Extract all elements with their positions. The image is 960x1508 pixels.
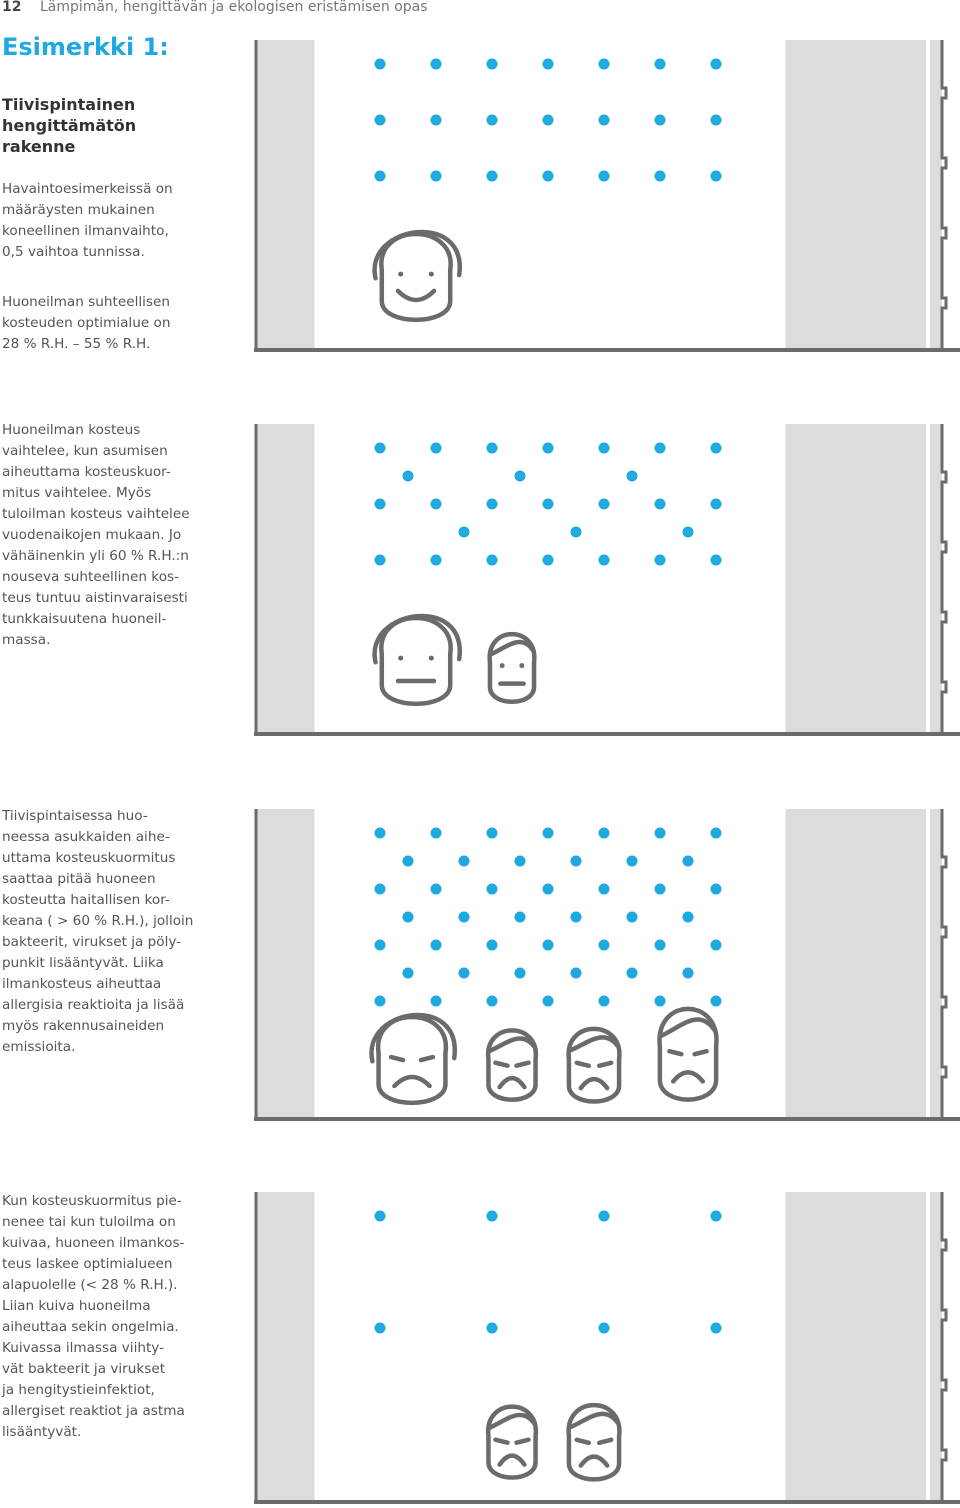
- moisture-droplet: [655, 996, 666, 1007]
- moisture-droplet: [655, 555, 666, 566]
- hair-line: [375, 232, 460, 278]
- mouth-frown: [581, 1457, 607, 1466]
- moisture-droplet: [683, 968, 694, 979]
- right-wall-profile: [942, 424, 946, 732]
- eye-left: [495, 1063, 507, 1066]
- moisture-droplet: [711, 555, 722, 566]
- room-illustration: [254, 1192, 960, 1508]
- paragraph-low-humidity: [2, 1191, 185, 1443]
- subtitle-line: hengittämätön: [2, 116, 137, 135]
- moisture-droplet: [375, 499, 386, 510]
- moisture-droplet: [431, 443, 442, 454]
- paragraph-line: vähäinenkin yli 60 % R.H.:n: [2, 548, 189, 564]
- moisture-droplet: [711, 443, 722, 454]
- moisture-droplet: [403, 968, 414, 979]
- moisture-droplet: [403, 471, 414, 482]
- paragraph-optimal-range: [2, 292, 170, 355]
- scene-low-humidity: [254, 1192, 960, 1508]
- paragraph-line: allergiset reaktiot ja astma: [2, 1403, 185, 1419]
- eye-left: [669, 1051, 681, 1054]
- paragraph-line: nouseva suhteellinen kos-: [2, 569, 179, 585]
- moisture-droplet: [655, 940, 666, 951]
- moisture-droplet: [375, 1323, 386, 1334]
- moisture-droplet: [599, 555, 610, 566]
- paragraph-humidity-variation: [2, 420, 190, 651]
- paragraph-line: bakteerit, virukset ja pöly-: [2, 934, 182, 950]
- moisture-droplet: [627, 856, 638, 867]
- eye-right: [599, 1063, 611, 1066]
- scene-optimal-humidity: [254, 40, 960, 356]
- hair-line: [661, 1019, 714, 1035]
- moisture-droplet: [711, 171, 722, 182]
- moisture-droplet: [543, 59, 554, 70]
- moisture-droplet: [487, 1211, 498, 1222]
- moisture-droplet: [599, 884, 610, 895]
- hair-line: [570, 1414, 618, 1427]
- face-outline: [378, 1017, 446, 1103]
- right-wall-profile: [942, 1192, 946, 1500]
- paragraph-line: nenee tai kun tuloilma on: [2, 1214, 176, 1230]
- paragraph-line: massa.: [2, 632, 51, 648]
- moisture-droplet: [487, 115, 498, 126]
- paragraph-line: kosteutta haitallisen kor-: [2, 892, 170, 908]
- paragraph-line: myös rakennusaineiden: [2, 1018, 165, 1034]
- paragraph-line: vaihtelee, kun asumisen: [2, 443, 168, 459]
- right-wall: [784, 1192, 942, 1500]
- moisture-droplet: [543, 555, 554, 566]
- right-wall: [784, 424, 942, 732]
- moisture-droplet: [403, 856, 414, 867]
- moisture-droplet: [375, 115, 386, 126]
- moisture-droplet: [487, 940, 498, 951]
- eye-right: [695, 1051, 707, 1054]
- eye-left: [577, 1440, 589, 1443]
- mouth-frown: [394, 1077, 429, 1086]
- paragraph-line: alapuolelle (< 28 % R.H.).: [2, 1277, 178, 1293]
- eye-right: [517, 1063, 529, 1066]
- face-sad-icon: [488, 1407, 536, 1478]
- moisture-droplet: [655, 443, 666, 454]
- moisture-droplet: [431, 940, 442, 951]
- hair-line: [570, 1037, 618, 1050]
- scene-high-humidity: [254, 809, 960, 1125]
- left-wall: [256, 424, 316, 732]
- paragraph-line: koneellinen ilmanvaihto,: [2, 223, 169, 239]
- moisture-droplet: [487, 443, 498, 454]
- moisture-droplet: [543, 828, 554, 839]
- moisture-droplet: [599, 115, 610, 126]
- paragraph-line: Kun kosteuskuormitus pie-: [2, 1193, 182, 1209]
- moisture-droplet: [403, 912, 414, 923]
- eye-left: [500, 663, 505, 668]
- moisture-droplet: [711, 1323, 722, 1334]
- moisture-droplet: [543, 443, 554, 454]
- hair-line: [375, 616, 460, 662]
- paragraph-line: neessa asukkaiden aihe-: [2, 829, 170, 845]
- paragraph-line: vuodenaikojen mukaan. Jo: [2, 527, 182, 543]
- moisture-droplet: [599, 1323, 610, 1334]
- left-wall: [256, 40, 316, 348]
- face-sad-icon: [569, 1405, 620, 1479]
- moisture-droplet: [571, 527, 582, 538]
- eye-right: [517, 1440, 529, 1443]
- room-illustration: [254, 424, 960, 740]
- paragraph-line: Huoneilman kosteus: [2, 422, 141, 438]
- face-sad-icon: [372, 1015, 455, 1103]
- moisture-droplet: [655, 59, 666, 70]
- moisture-droplet: [543, 940, 554, 951]
- eye-left: [398, 656, 403, 661]
- moisture-droplet: [655, 828, 666, 839]
- face-neutral-icon: [490, 634, 535, 702]
- paragraph-line: emissioita.: [2, 1039, 76, 1055]
- moisture-droplet: [459, 527, 470, 538]
- moisture-droplet: [683, 856, 694, 867]
- moisture-droplet: [375, 996, 386, 1007]
- paragraph-line: kuivaa, huoneen ilmankos-: [2, 1235, 185, 1251]
- hair-line: [490, 1415, 535, 1428]
- moisture-droplet: [655, 115, 666, 126]
- paragraph-line: saattaa pitää huoneen: [2, 871, 156, 887]
- moisture-droplet: [599, 1211, 610, 1222]
- mouth-frown: [581, 1079, 607, 1088]
- moisture-droplet: [459, 912, 470, 923]
- paragraph-line: vät bakteerit ja virukset: [2, 1361, 166, 1377]
- moisture-droplet: [655, 884, 666, 895]
- eye-left: [577, 1063, 589, 1066]
- moisture-droplet: [515, 471, 526, 482]
- paragraph-line: mitus vaihtelee. Myös: [2, 485, 152, 501]
- right-wall-profile: [942, 40, 946, 348]
- moisture-droplet: [711, 1211, 722, 1222]
- eye-right: [599, 1440, 611, 1443]
- paragraph-line: 0,5 vaihtoa tunnissa.: [2, 244, 145, 260]
- moisture-droplet: [683, 912, 694, 923]
- moisture-droplet: [599, 171, 610, 182]
- subtitle-line: rakenne: [2, 137, 76, 156]
- face-outline: [381, 618, 450, 704]
- paragraph-line: ja hengitystieinfektiot,: [2, 1382, 155, 1398]
- left-wall: [256, 1192, 316, 1500]
- paragraph-line: lisääntyvät.: [2, 1424, 82, 1440]
- moisture-droplet: [627, 968, 638, 979]
- paragraph-line: Kuivassa ilmassa viihty-: [2, 1340, 165, 1356]
- moisture-droplet: [543, 115, 554, 126]
- moisture-droplet: [711, 884, 722, 895]
- moisture-droplet: [375, 1211, 386, 1222]
- subtitle-line: Tiivispintainen: [2, 95, 136, 114]
- moisture-droplet: [375, 59, 386, 70]
- moisture-droplet: [431, 171, 442, 182]
- moisture-droplet: [571, 968, 582, 979]
- moisture-droplet: [515, 912, 526, 923]
- moisture-droplet: [487, 1323, 498, 1334]
- moisture-droplet: [543, 171, 554, 182]
- moisture-droplet: [459, 968, 470, 979]
- moisture-droplet: [375, 884, 386, 895]
- moisture-droplet: [655, 499, 666, 510]
- eye-right: [429, 272, 434, 277]
- moisture-droplet: [431, 59, 442, 70]
- paragraph-line: Liian kuiva huoneilma: [2, 1298, 151, 1314]
- moisture-droplet: [487, 996, 498, 1007]
- moisture-droplet: [627, 912, 638, 923]
- face-sad-icon: [660, 1009, 717, 1100]
- left-wall: [256, 809, 316, 1117]
- paragraph-line: allergisia reaktioita ja lisää: [2, 997, 185, 1013]
- moisture-droplet: [599, 940, 610, 951]
- moisture-droplet: [711, 59, 722, 70]
- mouth-frown: [500, 1456, 525, 1465]
- moisture-droplet: [599, 59, 610, 70]
- eye-left: [398, 272, 403, 277]
- moisture-droplet: [431, 555, 442, 566]
- paragraph-line: teus tuntuu aistinvaraisesti: [2, 590, 188, 606]
- moisture-droplet: [683, 527, 694, 538]
- moisture-droplet: [543, 996, 554, 1007]
- subtitle: [2, 94, 172, 157]
- moisture-droplet: [375, 940, 386, 951]
- paragraph-line: kosteuden optimialue on: [2, 315, 171, 331]
- paragraph-ventilation: [2, 179, 173, 263]
- moisture-droplet: [375, 828, 386, 839]
- moisture-droplet: [487, 828, 498, 839]
- moisture-droplet: [627, 471, 638, 482]
- face-sad-icon: [488, 1030, 536, 1099]
- moisture-droplet: [711, 996, 722, 1007]
- moisture-droplet: [711, 940, 722, 951]
- moisture-droplet: [599, 828, 610, 839]
- moisture-droplet: [599, 996, 610, 1007]
- moisture-droplet: [571, 856, 582, 867]
- moisture-droplet: [599, 499, 610, 510]
- eye-right: [519, 663, 524, 668]
- face-outline: [381, 234, 450, 320]
- paragraph-line: Huoneilman suhteellisen: [2, 294, 170, 310]
- moisture-droplet: [515, 968, 526, 979]
- moisture-droplet: [571, 912, 582, 923]
- paragraph-line: ilmankosteus aiheuttaa: [2, 976, 162, 992]
- page-header: [0, 0, 960, 16]
- face-happy-icon: [375, 232, 460, 320]
- paragraph-line: aiheuttaa sekin ongelmia.: [2, 1319, 179, 1335]
- moisture-droplet: [487, 499, 498, 510]
- moisture-droplet: [431, 996, 442, 1007]
- paragraph-line: Tiivispintaisessa huo-: [2, 808, 148, 824]
- scene-elevated-humidity: [254, 424, 960, 740]
- paragraph-high-humidity: [2, 806, 193, 1058]
- paragraph-line: Havaintoesimerkeissä on: [2, 181, 173, 197]
- moisture-droplet: [487, 555, 498, 566]
- paragraph-line: uttama kosteuskuormitus: [2, 850, 176, 866]
- eye-left: [495, 1440, 507, 1443]
- hair-line: [491, 642, 533, 654]
- moisture-droplet: [431, 499, 442, 510]
- room-illustration: [254, 809, 960, 1125]
- paragraph-line: 28 % R.H. – 55 % R.H.: [2, 336, 151, 352]
- mouth-frown: [673, 1072, 703, 1081]
- paragraph-line: tuloilman kosteus vaihtelee: [2, 506, 190, 522]
- eye-left: [391, 1057, 403, 1060]
- moisture-droplet: [487, 884, 498, 895]
- hair-line: [490, 1038, 535, 1050]
- moisture-droplet: [543, 499, 554, 510]
- moisture-droplet: [543, 884, 554, 895]
- paragraph-line: aiheuttama kosteuskuor-: [2, 464, 171, 480]
- mouth-frown: [500, 1078, 525, 1087]
- moisture-droplet: [655, 171, 666, 182]
- eye-right: [429, 656, 434, 661]
- right-wall: [784, 809, 942, 1117]
- right-wall-profile: [942, 809, 946, 1117]
- moisture-droplet: [375, 555, 386, 566]
- moisture-droplet: [487, 171, 498, 182]
- moisture-droplet: [431, 884, 442, 895]
- face-neutral-icon: [375, 616, 460, 704]
- moisture-droplet: [431, 828, 442, 839]
- example-title: Esimerkki 1:: [2, 33, 169, 61]
- moisture-droplet: [431, 115, 442, 126]
- moisture-droplet: [599, 443, 610, 454]
- paragraph-line: teus laskee optimialueen: [2, 1256, 173, 1272]
- paragraph-line: määräysten mukainen: [2, 202, 155, 218]
- room-illustration: [254, 40, 960, 356]
- moisture-droplet: [515, 856, 526, 867]
- running-title: Lämpimän, hengittävän ja ekologisen eristämisen opas: [40, 0, 428, 15]
- moisture-droplet: [375, 171, 386, 182]
- moisture-droplet: [711, 499, 722, 510]
- moisture-droplet: [711, 115, 722, 126]
- face-sad-icon: [569, 1029, 620, 1102]
- eye-right: [421, 1057, 433, 1060]
- paragraph-line: tunkkaisuutena huoneil-: [2, 611, 167, 627]
- moisture-droplet: [711, 828, 722, 839]
- page-number: 12: [2, 0, 22, 15]
- mouth-smile: [398, 291, 434, 300]
- moisture-droplet: [487, 59, 498, 70]
- moisture-droplet: [375, 443, 386, 454]
- moisture-droplet: [459, 856, 470, 867]
- right-wall: [784, 40, 942, 348]
- paragraph-line: keana ( > 60 % R.H.), jolloin: [2, 913, 194, 929]
- paragraph-line: punkit lisääntyvät. Liika: [2, 955, 164, 971]
